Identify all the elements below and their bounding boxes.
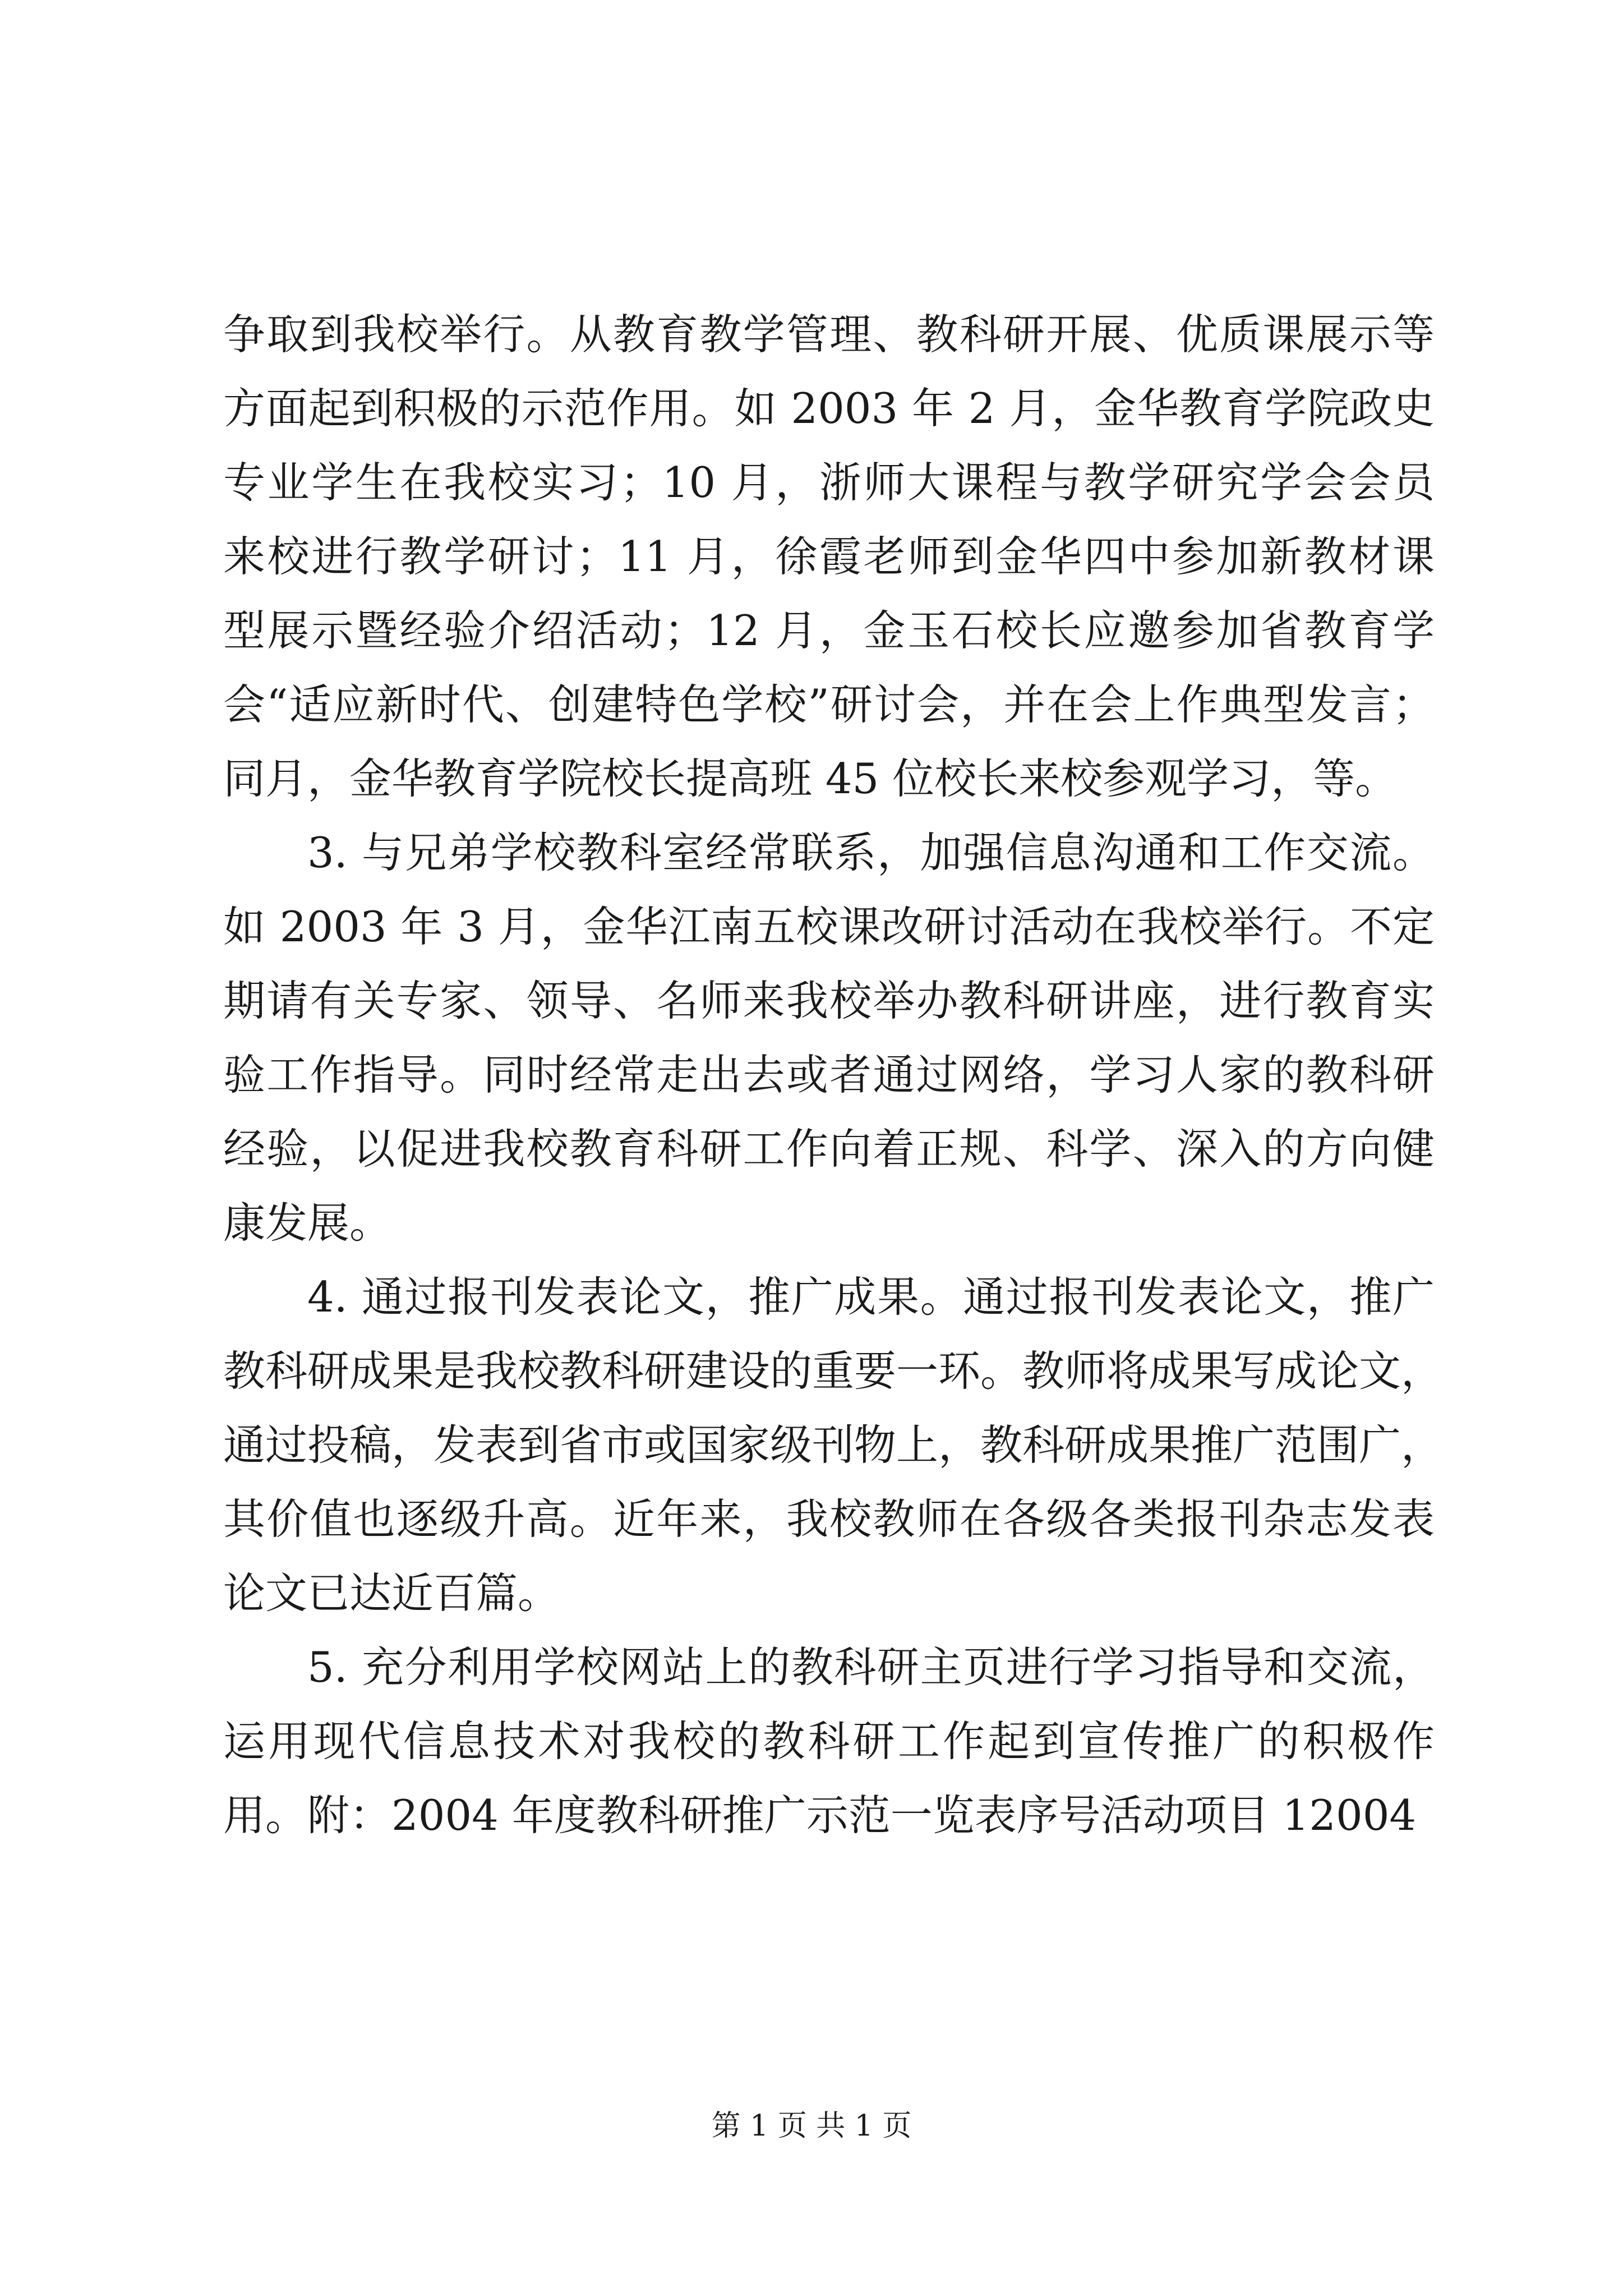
text-line: 专业学生在我校实习；10 月，浙师大课程与教学研究学会会员 [223, 458, 1435, 507]
text-line: 其价值也逐级升高。近年来，我校教师在各级各类报刊杂志发表 [223, 1494, 1435, 1544]
text-line: 5. 充分利用学校网站上的教科研主页进行学习指导和交流， [307, 1642, 1435, 1692]
text-line: 争取到我校举行。从教育教学管理、教科研开展、优质课展示等 [223, 310, 1435, 359]
text-line: 教科研成果是我校教科研建设的重要一环。教师将成果写成论文， [223, 1346, 1444, 1396]
body-text [223, 297, 1444, 1852]
text-line: 运用现代信息技术对我校的教科研工作起到宣传推广的积极作 [223, 1717, 1435, 1766]
text-line: 方面起到积极的示范作用。如 2003 年 2 月，金华教育学院政史 [223, 384, 1435, 433]
text-line: 康发展。 [223, 1198, 392, 1248]
text-line: 3. 与兄弟学校教科室经常联系，加强信息沟通和工作交流。 [307, 828, 1435, 877]
text-line: 用。附：2004 年度教科研推广示范一览表序号活动项目 12004 [223, 1791, 1417, 1840]
text-line: 型展示暨经验介绍活动；12 月，金玉石校长应邀参加省教育学 [223, 606, 1435, 655]
text-line: 论文已达近百篇。 [223, 1568, 560, 1618]
text-line: 经验，以促进我校教育科研工作向着正规、科学、深入的方向健 [223, 1124, 1435, 1174]
text-line: 如 2003 年 3 月，金华江南五校课改研讨活动在我校举行。不定 [223, 902, 1435, 951]
text-line: 4. 通过报刊发表论文，推广成果。通过报刊发表论文，推广 [307, 1272, 1435, 1322]
text-line: 验工作指导。同时经常走出去或者通过网络，学习人家的教科研 [223, 1050, 1435, 1099]
text-line: 期请有关专家、领导、名师来我校举办教科研讲座，进行教育实 [223, 976, 1435, 1025]
text-line: 同月，金华教育学院校长提高班 45 位校长来校参观学习，等。 [223, 754, 1398, 803]
text-line: 会“适应新时代、创建特色学校”研讨会，并在会上作典型发言； [223, 680, 1435, 729]
page-footer: 第 1 页 共 1 页 [711, 2109, 912, 2143]
text-line: 来校进行教学研讨；11 月，徐霞老师到金华四中参加新教材课 [223, 532, 1435, 581]
text-line: 通过投稿，发表到省市或国家级刊物上，教科研成果推广范围广， [223, 1420, 1444, 1470]
